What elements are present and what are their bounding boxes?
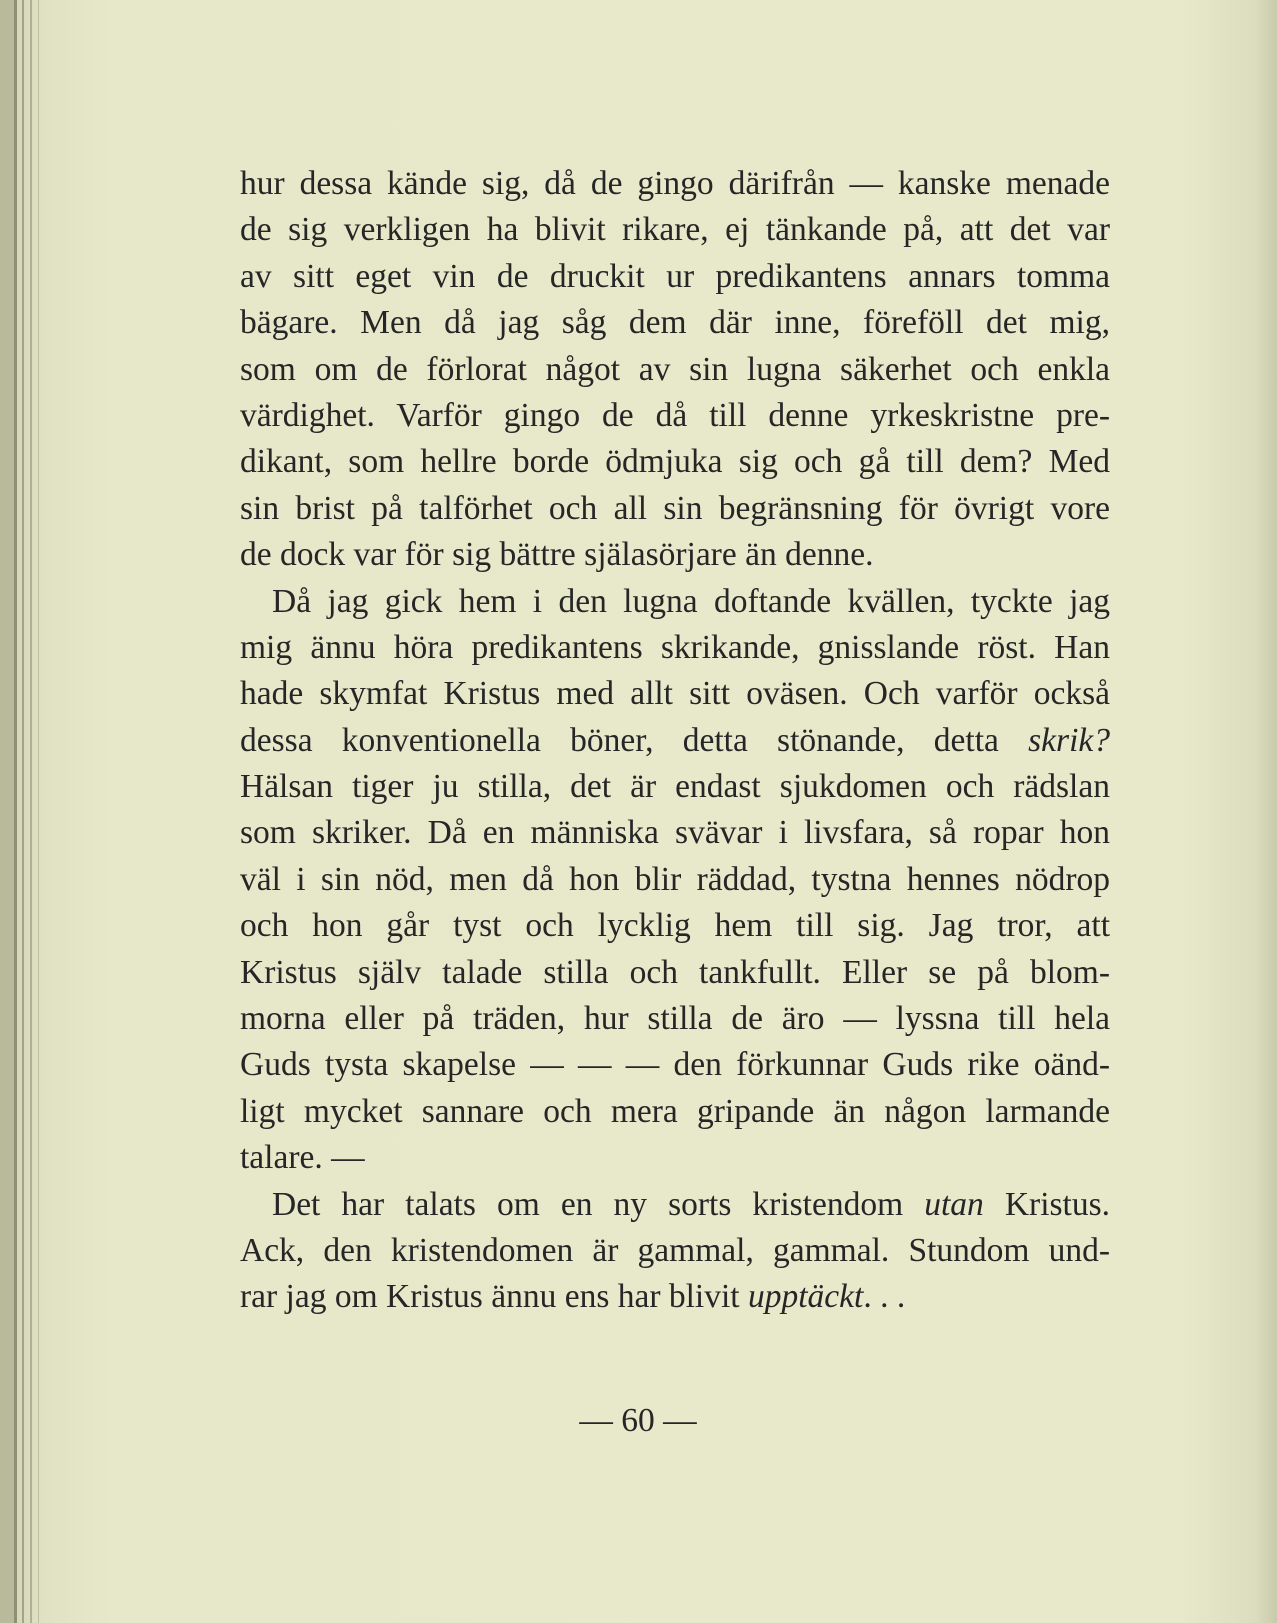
- text-line: hur dessa kände sig, då de gingo därifrån — kanske menade: [240, 165, 1110, 202]
- text-line: morna eller på träden, hur stilla de äro — lyssna till hela: [240, 1000, 1110, 1038]
- text-line: de dock var för sig bättre själasörjare än denne.: [240, 536, 874, 574]
- text-line: Kristus själv talade stilla och tankfullt. Eller se på blom-: [240, 953, 1110, 991]
- page-binding-edge: [0, 0, 60, 1623]
- text-line: ligt mycket sannare och mera gripande än någon larmande: [240, 1092, 1110, 1130]
- text-line: dikant, som hellre borde ödmjuka sig och gå till dem? Med: [240, 443, 1110, 481]
- ellipsis: . . .: [863, 1278, 906, 1316]
- paragraph: [240, 579, 1110, 1182]
- text-line: som skriker. Då en människa svävar i livsfara, så ropar hon: [240, 814, 1110, 852]
- text-line: Då jag gick hem i den lugna doftande kvällen, tyckte jag: [272, 582, 1110, 620]
- text-line: [240, 1274, 1110, 1320]
- text-line: sin brist på talförhet och all sin begränsning för övrigt vore: [240, 489, 1110, 527]
- line-text: Kristus.: [1004, 1185, 1111, 1223]
- text-line: av sitt eget vin de druckit ur predikantens annars tomma: [240, 257, 1110, 295]
- emphasized-word: upptäckt: [747, 1278, 864, 1316]
- text-line: värdighet. Varför gingo de då till denne yrkeskristne pre-: [240, 396, 1110, 434]
- text-line: hade skymfat Kristus med allt sitt oväsen. Och varför också: [240, 675, 1110, 713]
- text-line: Ack, den kristendomen är gammal, gammal. Stundom und-: [240, 1231, 1110, 1269]
- line-text: rar jag om Kristus ännu ens har blivit: [240, 1278, 740, 1316]
- emphasized-word: skrik?: [1028, 721, 1110, 759]
- text-line: bägare. Men då jag såg dem där inne, föreföll det mig,: [240, 304, 1110, 342]
- text-line: Hälsan tiger ju stilla, det är endast sjukdomen och rädslan: [240, 768, 1110, 806]
- text-line: [240, 718, 1110, 764]
- emphasized-word: utan: [924, 1185, 984, 1223]
- text-line: väl i sin nöd, men då hon blir räddad, tystna hennes nödrop: [240, 860, 1110, 898]
- text-line: [240, 1182, 1110, 1228]
- text-line: och hon går tyst och lycklig hem till sig. Jag tror, att: [240, 907, 1110, 945]
- text-line: mig ännu höra predikantens skrikande, gnisslande röst. Han: [240, 628, 1110, 666]
- line-text: dessa konventionella böner, detta stönande, detta: [240, 721, 999, 759]
- body-text: [240, 161, 1110, 1321]
- text-line: talare. —: [240, 1139, 365, 1177]
- text-line: som om de förlorat något av sin lugna säkerhet och enkla: [240, 350, 1110, 388]
- page-number: — 60 —: [579, 1402, 697, 1439]
- text-line: de sig verkligen ha blivit rikare, ej tänkande på, att det var: [240, 211, 1110, 249]
- line-text: Det har talats om en ny sorts kristendom: [272, 1185, 904, 1223]
- paragraph: [240, 1182, 1110, 1321]
- text-line: Guds tysta skapelse — — — den förkunnar Guds rike oänd-: [240, 1046, 1110, 1084]
- paragraph: [240, 161, 1110, 579]
